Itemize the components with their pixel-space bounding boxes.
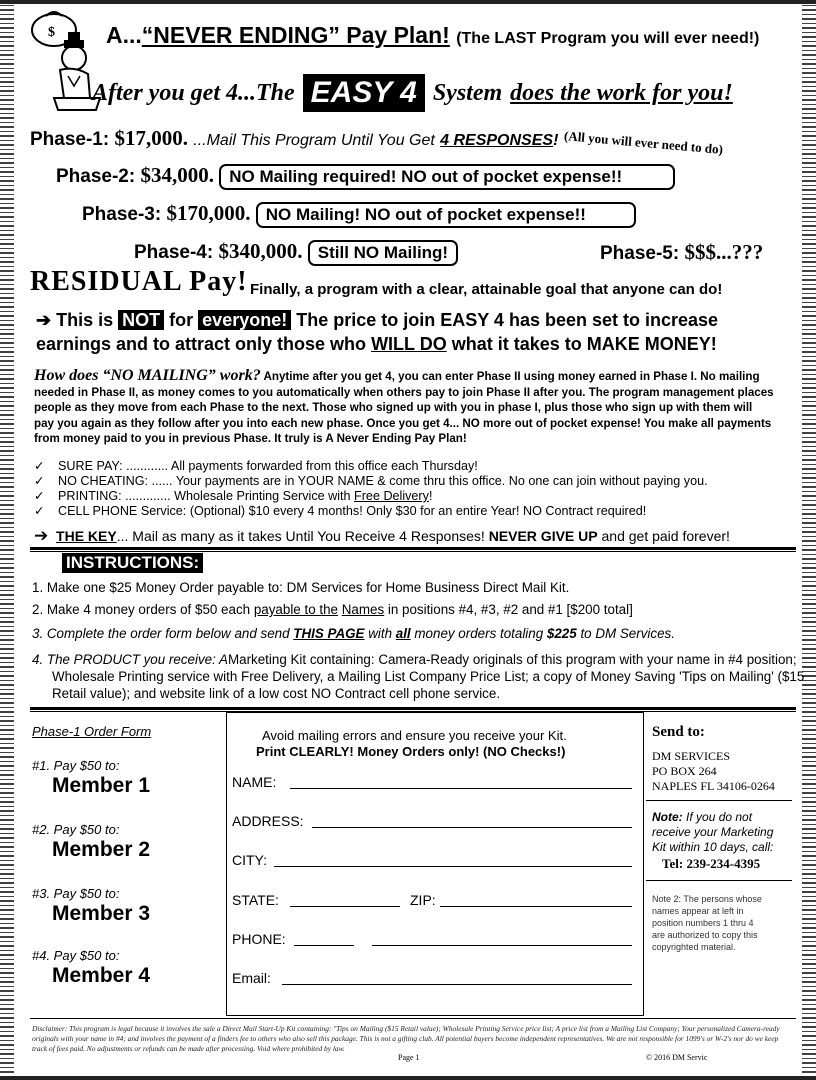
address-line-2: PO BOX 264 [652, 764, 717, 778]
phase-2-row: Phase-2: $34,000. NO Mailing required! NO out of pocket expense!! [56, 163, 675, 190]
member-3-pay: #3. Pay $50 to: [32, 886, 120, 901]
zip-field[interactable] [440, 906, 632, 907]
check-icon: ✓ [34, 504, 45, 518]
copyright: © 2016 DM Servic [646, 1053, 708, 1062]
how-question: How does “NO MAILING” work? [34, 367, 261, 384]
step-3: 3. Complete the order form below and send THIS PAGE with all money orders totaling $225 to DM Services. [32, 626, 675, 641]
subtitle-line: After you get 4...The EASY 4 System does the work for you! [92, 74, 733, 112]
step-4-line-2: Wholesale Printing service with Free Delivery, a Mailing List Company Price List; a copy of Money Saving 'Tips on Mailing' ($15 [52, 669, 805, 684]
top-border [0, 0, 816, 4]
address-label: ADDRESS: [232, 813, 304, 829]
check-icon: ✓ [34, 489, 45, 503]
sendto-title: Send to: [652, 724, 705, 740]
phase-5-row: Phase-5: $$$...??? [600, 240, 764, 264]
note2-line-2: names appear at left in [652, 906, 744, 916]
title-sub: (The LAST Program you will ever need!) [456, 30, 760, 47]
address-line-3: NAPLES FL 34106-0264 [652, 779, 775, 793]
phase-4-row: Phase-4: $340,000. Still NO Mailing! [134, 239, 458, 266]
footer-divider [30, 1018, 796, 1019]
name-label: NAME: [232, 774, 277, 790]
right-border [802, 0, 816, 1080]
form-hint-2: Print CLEARLY! Money Orders only! (NO Checks!) [256, 744, 566, 759]
check-icon: ✓ [34, 459, 45, 473]
phone-number-field[interactable] [372, 945, 632, 946]
svg-text:$: $ [48, 25, 55, 40]
note-line-2: receive your Marketing [652, 825, 774, 839]
zip-label: ZIP: [410, 892, 436, 908]
order-form-title: Phase-1 Order Form [32, 724, 152, 739]
check-item-sure-pay: ✓ SURE PAY: ............ All payments forwarded from this office each Thursday! [34, 459, 478, 473]
check-item-no-cheating: ✓ NO CHEATING: ...... Your payments are in YOUR NAME & come thru this office. No one can join without paying you. [34, 474, 708, 488]
phone-label: PHONE: [232, 931, 286, 947]
page-title: A...“NEVER ENDING” Pay Plan! (The LAST Program you will ever need!) [106, 22, 760, 48]
notice-line-1: ➔ This is NOT for everyone! The price to join EASY 4 has been set to increase [36, 310, 719, 330]
step-4-line-3: Retail value); and website link of a low cost NO Contract cell phone service. [52, 686, 501, 701]
how-paragraph: How does “NO MAILING” work? Anytime after you get 4, you can enter Phase II using money earned in Phase I. No mailing needed in Phase II, as money comes to you automatically when others pay to join Phase II after you. The program management places people as they move from each Phase to the next. Those who signed up with you in phase I, plus those who sign up with them will pay you again as they follow after you into each new phase. Once you get 4... NO more out of pocket expense! You make all payments from money paid to you in previous Phase. It truly is A Never Ending Pay Plan! [34, 367, 774, 445]
state-field[interactable] [290, 906, 400, 907]
sendto-divider [646, 800, 792, 801]
city-field[interactable] [274, 866, 632, 867]
note2-line-3: position numbers 1 thru 4 [652, 918, 754, 928]
member-2-name: Member 2 [52, 838, 151, 861]
residual-tagline: Finally, a program with a clear, attainable goal that anyone can do! [250, 281, 723, 298]
phase-4-pill: Still NO Mailing! [308, 240, 458, 266]
name-field[interactable] [290, 788, 632, 789]
address-field[interactable] [312, 827, 632, 828]
divider [30, 547, 796, 550]
city-label: CITY: [232, 852, 268, 868]
email-label: Email: [232, 970, 271, 986]
easy4-badge: EASY 4 [303, 74, 425, 112]
member-3-name: Member 3 [52, 902, 151, 925]
phone-area-field[interactable] [294, 945, 354, 946]
phase-3-pill: NO Mailing! NO out of pocket expense!! [256, 202, 636, 228]
member-4-pay: #4. Pay $50 to: [32, 948, 120, 963]
left-border [0, 0, 14, 1080]
step-1: 1. Make one $25 Money Order payable to: DM Services for Home Business Direct Mail Kit. [32, 580, 570, 595]
note2-line-5: copyrighted material. [652, 942, 736, 952]
page-number: Page 1 [398, 1053, 420, 1062]
instructions-heading: INSTRUCTIONS: [62, 553, 203, 573]
divider-form [30, 707, 796, 710]
phase-3-row: Phase-3: $170,000. NO Mailing! NO out of pocket expense!! [82, 201, 636, 228]
divider-thin [30, 551, 796, 552]
sendto-divider-2 [646, 880, 792, 881]
form-hint-1: Avoid mailing errors and ensure you receive your Kit. [262, 728, 567, 743]
email-field[interactable] [282, 984, 632, 985]
notice-line-2: earnings and to attract only those who WILL DO what it takes to MAKE MONEY! [36, 334, 717, 354]
state-label: STATE: [232, 892, 279, 908]
phase-2-pill: NO Mailing required! NO out of pocket expense!! [219, 164, 675, 190]
member-4-name: Member 4 [52, 964, 151, 987]
check-item-printing: ✓ PRINTING: ............. Wholesale Printing Service with Free Delivery! [34, 489, 433, 503]
bottom-border [0, 1076, 816, 1080]
note-line-3: Kit within 10 days, call: [652, 840, 774, 854]
disclaimer: Disclaimer: This program is legal because it involves the sale a Direct Mail Start-Up Kit containing: "Tips on Mailing ($15 Retail value); Wholesale Printing Service price list; A price list from a Mailing List Company; Your personalized Camera-ready originals with your name in #4; and involves the payment of a finders fee to others who also sell this package. This is not a gifting club. All potential buyers become independent representatives. We are not responsible for 1099's or W-2's nor do we keep track of fees paid. No adjustments or refunds can be made after processing. Void where prohibited by law. [32, 1024, 780, 1053]
member-1-name: Member 1 [52, 774, 151, 797]
member-1-pay: #1. Pay $50 to: [32, 758, 120, 773]
check-icon: ✓ [34, 474, 45, 488]
phone-number: Tel: 239-234-4395 [662, 856, 761, 871]
not-badge: NOT [118, 310, 164, 330]
phase-1-row: Phase-1: $17,000. ...Mail This Program Until You Get 4 RESPONSES! (All you will ever need to do) [30, 126, 724, 157]
check-item-cell-phone: ✓ CELL PHONE Service: (Optional) $10 every 4 months! Only $30 for an entire Year! NO Contract required! [34, 504, 647, 518]
note-line-1: Note: If you do not [652, 810, 753, 824]
step-4-line-1: 4. The PRODUCT you receive: AMarketing Kit containing: Camera-Ready originals of this program with your name in #4 position; [32, 652, 797, 667]
step-2: 2. Make 4 money orders of $50 each payable to the Names in positions #4, #3, #2 and #1 [$200 total] [32, 602, 633, 617]
note2-line-1: Note 2: The persons whose [652, 894, 762, 904]
arrow-right-icon: ➔ [34, 526, 49, 545]
title-never-ending: “NEVER ENDING” Pay Plan! [141, 22, 450, 48]
member-2-pay: #2. Pay $50 to: [32, 822, 120, 837]
everyone-badge: everyone! [198, 310, 291, 330]
arrow-right-icon: ➔ [36, 310, 52, 330]
note2-line-4: are authorized to copy this [652, 930, 758, 940]
key-line: ➔ THE KEY... Mail as many as it takes Until You Receive 4 Responses! NEVER GIVE UP and get paid forever! [34, 526, 730, 545]
address-line-1: DM SERVICES [652, 749, 731, 763]
residual-title: RESIDUAL Pay! [30, 266, 248, 297]
